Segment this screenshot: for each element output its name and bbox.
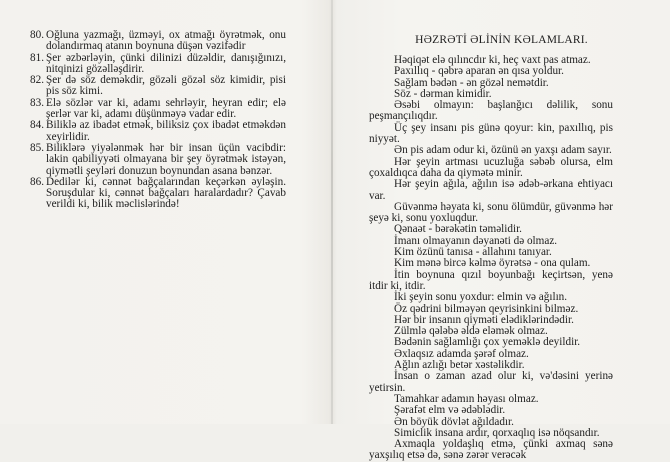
- saying: İki şeyin sonu yoxdur: elmin və ağılın.: [394, 291, 568, 304]
- item-number: 82.: [30, 74, 44, 87]
- saying: Qənaət - bərəkətin təməlidir.: [394, 223, 522, 236]
- saying: Həqiqət elə qılıncdır ki, heç vaxt pas atmaz.: [394, 54, 591, 66]
- left-page: [0, 0, 331, 424]
- item-number: 86.: [30, 175, 44, 188]
- right-page: [333, 0, 670, 462]
- item-text: Elə sözlər var ki, adamı sehrləyir, heyran edir; elə şerlər var ki, adamı düşünməyə vadar edir.: [46, 96, 286, 121]
- item-text: Şer də söz deməkdir, gözəli gözəl söz kimidir, pisi pis söz kimi.: [46, 74, 286, 98]
- item-number: 80.: [30, 29, 44, 41]
- list-item: [30, 53, 286, 76]
- chapter-title: HƏZRƏTİ ƏLİNİN KƏLAMLARI.: [415, 34, 588, 46]
- saying: Hər şeyin artması ucuzluğa səbəb olursa, elm çoxaldıqca daha da qiymətə minir.: [369, 155, 613, 179]
- saying: Paxıllıq - qəbrə aparan ən qısa yoldur.: [394, 65, 564, 78]
- saying: Əxlaqsız adamda şərəf olmaz.: [394, 347, 529, 360]
- list-item: [30, 98, 286, 121]
- item-text: Şer əzbərləyin, çünki dilinizi düzəldir, danışığınızı, nitqinizi gözəlləşdirir.: [46, 51, 286, 75]
- item-text: Biliklə az ibadət etmək, biliksiz çox ibadət etməkdən xeyirlidir.: [46, 119, 286, 143]
- item-text: Biliklərə yiyələnmək hər bir insan üçün vacibdir: lakin qabiliyyəti olmayana bir şey öyrətmək istəyən, qiymətli şeyləri donuzun boynundan asana bənzər.: [46, 141, 286, 177]
- saying: Axmaqla yoldaşlıq etmə, çünki axmaq sənə yaxşılıq etsə də, sənə zərər verəcək: [369, 438, 613, 462]
- saying: Ən böyük dövlət ağıldadır.: [394, 415, 514, 428]
- saying: Ağlın azlığı betər xəstəlikdir.: [394, 359, 525, 372]
- saying: Ən pis adam odur ki, özünü ən yaxşı adam sayır.: [394, 144, 612, 157]
- saying: Hər bir insanın qiyməti elədiklərindədir.: [394, 313, 574, 326]
- list-item: [30, 30, 286, 53]
- saying: Öz qədrini bilməyən qeyrisinkini bilməz.: [394, 302, 579, 315]
- saying: Simiclik insana ardır, qorxaqlıq isə nöqsandır.: [394, 426, 600, 439]
- saying: İmanı olmayanın dəyanəti də olmaz.: [394, 234, 558, 247]
- item-text: Oğluna yazmağı, üzməyi, ox atmağı öyrətmək, onu dolandırmaq atanın boynuna düşən vəzifədir: [46, 29, 286, 53]
- list-item: [30, 143, 286, 177]
- item-number: 85.: [30, 141, 44, 154]
- item-text: Dedilər ki, cənnət bağçalarından keçərkən əyləşin. Soruşdular ki, cənnət bağçaları haralardadır? Çavab verildi ki, bilik məclislərində!: [46, 175, 286, 211]
- item-number: 84.: [30, 119, 44, 132]
- list-item: [30, 120, 286, 143]
- saying: Kim mənə bircə kəlmə öyrətsə - ona qulam.: [394, 257, 591, 270]
- saying: Söz - dərman kimidir.: [394, 87, 492, 100]
- saying: Hər şeyin ağıla, ağılın isə ədəb-ərkana ehtiyacı var.: [369, 178, 613, 202]
- saying: İnsan o zaman azad olur ki, və'dəsini yerinə yetirsin.: [369, 370, 613, 394]
- saying: Zülmlə qələbə əldə eləmək olmaz.: [394, 325, 548, 338]
- numbered-sayings-list: [30, 30, 286, 211]
- saying: Bədənin sağlamlığı çox yeməklə deyildir.: [394, 336, 581, 349]
- saying: İtin boynuna qızıl boyunbağı keçirtsən, yenə itdir ki, itdir.: [369, 268, 613, 292]
- saying: Sağlam bədən - ən gözəl nemətdir.: [394, 76, 549, 89]
- item-number: 83.: [30, 96, 44, 109]
- list-item: [30, 177, 286, 211]
- sayings-list: [369, 55, 613, 462]
- list-item: [30, 75, 286, 98]
- saying: Üç şey insanı pis günə qoyur: kin, paxıllıq, pis niyyət.: [369, 121, 613, 146]
- saying: Kim özünü tanısa - allahını tanıyar.: [394, 246, 552, 259]
- saying: Əsəbi olmayın: başlanğıcı dəlilik, sonu peşmançılıqdır.: [369, 99, 613, 123]
- item-number: 81.: [30, 51, 44, 64]
- saying: Tamahkar adamın həyası olmaz.: [394, 392, 539, 405]
- saying: Güvənmə həyata ki, sonu ölümdür, güvənmə hər şeyə ki, sonu yoxluqdur.: [369, 200, 613, 225]
- saying: Şərafət elm və ədəblədir.: [394, 404, 506, 417]
